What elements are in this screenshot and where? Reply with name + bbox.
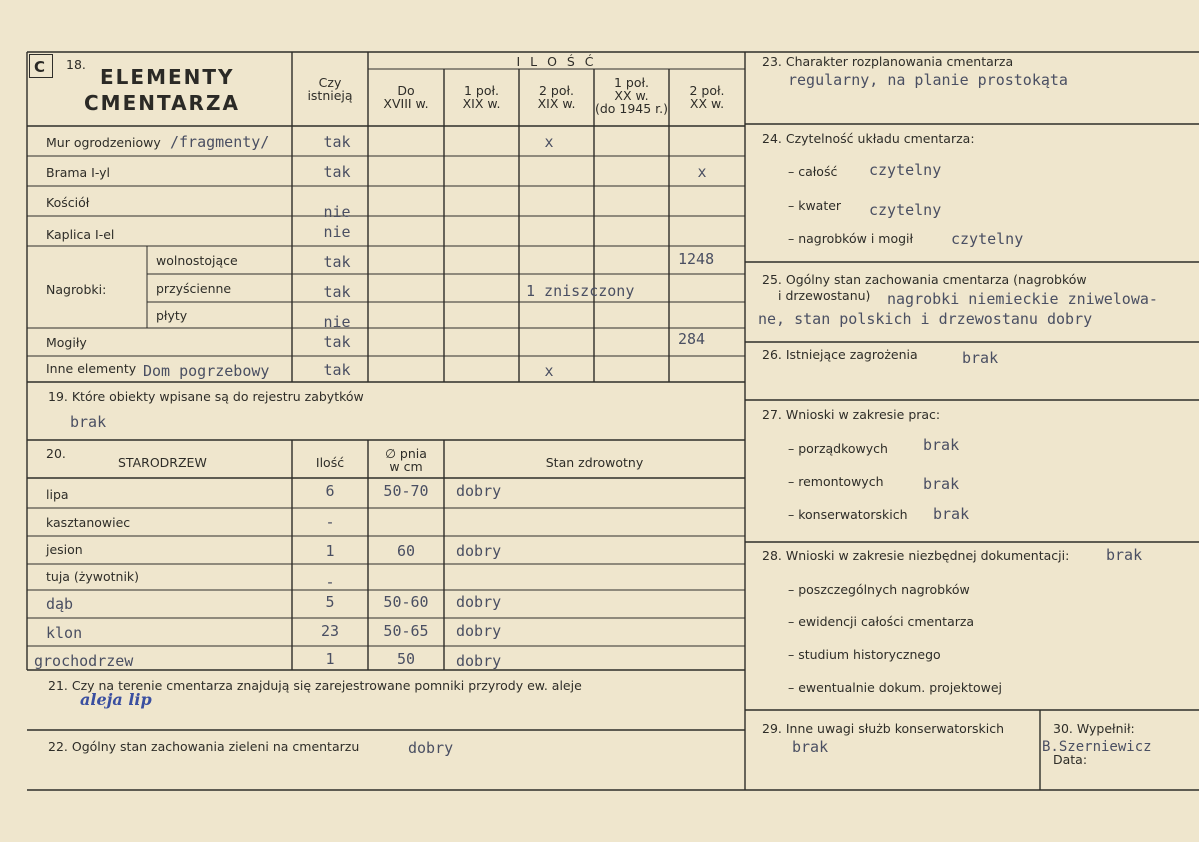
- row-inne-exists: tak: [323, 361, 351, 379]
- col-header-xix-2: 2 poł. XIX w.: [537, 83, 576, 111]
- s20-title: STARODRZEW: [118, 455, 207, 470]
- tree-jesion-diam: 60: [396, 542, 416, 560]
- row-mogily-label: Mogiły: [46, 335, 87, 350]
- tree-dab-health: dobry: [456, 593, 502, 611]
- s24-nagrobkow-value: czytelny: [951, 230, 1024, 248]
- row-kosciol-exists: nie: [323, 203, 351, 221]
- tree-kasztan-name: kasztanowiec: [46, 515, 131, 530]
- row-kaplica-exists: nie: [323, 223, 351, 241]
- s27-label: 27. Wnioski w zakresie prac:: [762, 407, 941, 422]
- row-brama-label: Brama I-yl: [46, 165, 111, 180]
- tree-tuja-qty: -: [325, 573, 335, 591]
- section-letter: C: [34, 58, 46, 76]
- s19-value: brak: [70, 413, 107, 431]
- section-letter-box: [29, 54, 53, 78]
- s24-nagrobkow-label: – nagrobków i mogił: [788, 231, 914, 246]
- s28-item-4: – ewentualnie dokum. projektowej: [788, 680, 1003, 695]
- s29-value: brak: [792, 738, 829, 756]
- tree-grocho-diam: 50: [396, 650, 416, 668]
- s26-value: brak: [962, 349, 999, 367]
- row-wolno-label: wolnostojące: [156, 253, 238, 268]
- s20-col-health: Stan zdrowotny: [545, 455, 644, 470]
- s28-label: 28. Wnioski w zakresie niezbędnej dokumentacji:: [762, 548, 1070, 563]
- tree-dab-name: dąb: [46, 595, 74, 613]
- row-kaplica-label: Kaplica I-el: [46, 227, 115, 242]
- row-plyty-exists: nie: [323, 313, 351, 331]
- row-mogily-count: 284: [678, 330, 706, 348]
- tree-jesion-name: jesion: [46, 542, 83, 557]
- row-mogily-exists: tak: [323, 333, 351, 351]
- s25-value-line2: ne, stan polskich i drzewostanu dobry: [758, 310, 1093, 328]
- s27-kons-value: brak: [933, 505, 970, 523]
- s20-col-qty: Ilość: [315, 455, 345, 470]
- s24-kwater-label: – kwater: [788, 198, 842, 213]
- tree-klon-qty: 23: [320, 622, 340, 640]
- s24-kwater-value: czytelny: [869, 201, 942, 219]
- tree-kasztan-qty: -: [325, 513, 335, 531]
- s28-value: brak: [1106, 546, 1143, 564]
- col-header-ilosc: I L O Ś Ć: [516, 54, 597, 69]
- s29-label: 29. Inne uwagi służb konserwatorskich: [762, 721, 1004, 736]
- col-header-xix-1: 1 poł. XIX w.: [462, 83, 501, 111]
- col-header-xx-2: 2 poł. XX w.: [689, 83, 725, 111]
- tree-grocho-health: dobry: [456, 652, 502, 670]
- s27-rem-label: – remontowych: [788, 474, 884, 489]
- tree-grocho-name: grochodrzew: [34, 652, 134, 670]
- tree-dab-diam: 50-60: [383, 593, 429, 611]
- row-przysc-note: 1 zniszczony: [526, 282, 635, 300]
- s24-calosc-value: czytelny: [869, 161, 942, 179]
- row-inne-mark: x: [544, 362, 554, 380]
- s25-label-line2: i drzewostanu): [778, 288, 871, 303]
- tree-klon-name: klon: [46, 624, 83, 642]
- s23-value: regularny, na planie prostokąta: [788, 71, 1068, 89]
- s26-label: 26. Istniejące zagrożenia: [762, 347, 918, 362]
- row-przysc-label: przyścienne: [156, 281, 232, 296]
- tree-lipa-health: dobry: [456, 482, 502, 500]
- s27-porz-label: – porządkowych: [788, 441, 888, 456]
- tree-jesion-health: dobry: [456, 542, 502, 560]
- s23-label: 23. Charakter rozplanowania cmentarza: [762, 54, 1014, 69]
- col-header-xx-1: 1 poł. XX w. (do 1945 r.): [594, 75, 669, 116]
- row-wolno-exists: tak: [323, 253, 351, 271]
- row-kosciol-label: Kościół: [46, 195, 90, 210]
- row-inne-extra: Dom pogrzebowy: [143, 362, 270, 380]
- row-plyty-label: płyty: [156, 308, 188, 323]
- s28-item-3: – studium historycznego: [788, 647, 941, 662]
- s24-label: 24. Czytelność układu cmentarza:: [762, 131, 975, 146]
- tree-dab-qty: 5: [325, 593, 335, 611]
- row-inne-label: Inne elementy: [46, 361, 137, 376]
- s19-label: 19. Które obiekty wpisane są do rejestru zabytków: [48, 389, 364, 404]
- tree-klon-health: dobry: [456, 622, 502, 640]
- s28-item-2: – ewidencji całości cmentarza: [788, 614, 975, 629]
- tree-lipa-name: lipa: [46, 487, 69, 502]
- s18-title-line1: ELEMENTY: [100, 65, 235, 89]
- row-brama-mark: x: [697, 163, 707, 181]
- s25-value-line1: nagrobki niemieckie zniwelowa-: [887, 290, 1158, 308]
- s28-item-1: – poszczególnych nagrobków: [788, 582, 970, 597]
- s30-label: 30. Wypełnił:: [1053, 721, 1135, 736]
- tree-jesion-qty: 1: [325, 542, 335, 560]
- row-mur-extra: /fragmenty/: [170, 133, 270, 151]
- s22-value: dobry: [408, 739, 454, 757]
- row-mur-mark: x: [544, 133, 554, 151]
- row-wolno-count: 1248: [678, 250, 715, 268]
- s27-porz-value: brak: [923, 436, 960, 454]
- s20-number: 20.: [46, 446, 66, 461]
- tree-lipa-diam: 50-70: [383, 482, 429, 500]
- row-nagrobki-label: Nagrobki:: [46, 282, 107, 297]
- s21-handwritten-value: aleja lip: [80, 690, 152, 709]
- s21-label: 21. Czy na terenie cmentarza znajdują się zarejestrowane pomniki przyrody ew. aleje: [48, 678, 582, 693]
- row-brama-exists: tak: [323, 163, 351, 181]
- s18-number: 18.: [66, 57, 86, 72]
- tree-lipa-qty: 6: [325, 482, 335, 500]
- s30-filled-by: B.Szerniewicz: [1042, 739, 1152, 755]
- tree-grocho-qty: 1: [325, 650, 335, 668]
- tree-klon-diam: 50-65: [383, 622, 429, 640]
- s18-title-line2: CMENTARZA: [84, 91, 240, 115]
- s30-date-label: Data:: [1053, 752, 1088, 767]
- s27-kons-label: – konserwatorskich: [788, 507, 908, 522]
- tree-tuja-name: tuja (żywotnik): [46, 569, 140, 584]
- s22-label: 22. Ogólny stan zachowania zieleni na cmentarzu: [48, 739, 360, 754]
- row-przysc-exists: tak: [323, 283, 351, 301]
- s24-calosc-label: – całość: [788, 164, 838, 179]
- s27-rem-value: brak: [923, 475, 960, 493]
- s25-label-line1: 25. Ogólny stan zachowania cmentarza (nagrobków: [762, 272, 1087, 287]
- row-mur-label: Mur ogrodzeniowy: [46, 135, 161, 150]
- s20-col-diam: ∅ pnia w cm: [385, 446, 427, 474]
- row-mur-exists: tak: [323, 133, 351, 151]
- col-header-xviii: Do XVIII w.: [383, 83, 429, 111]
- col-header-exists: Czy istnieją: [307, 75, 353, 103]
